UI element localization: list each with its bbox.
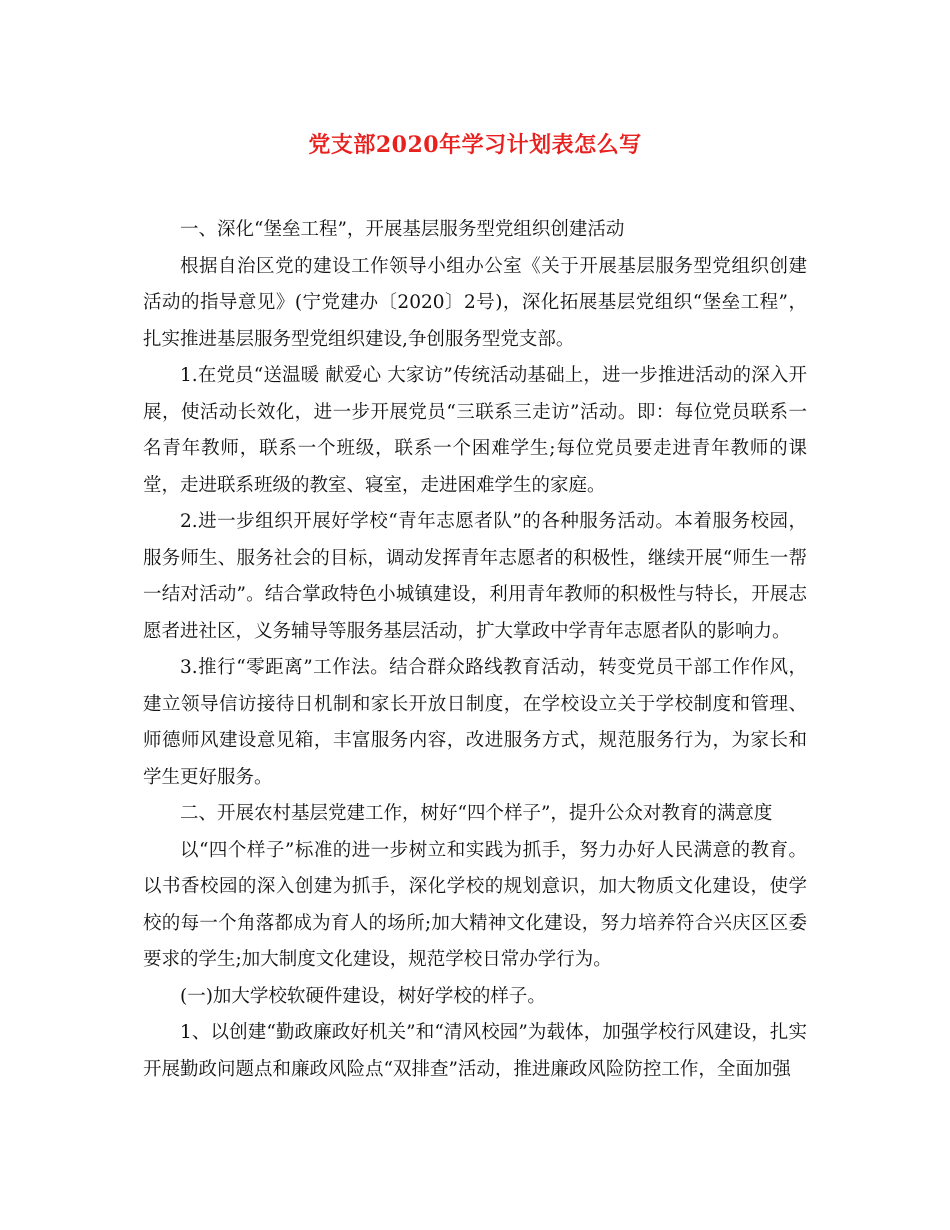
document-title: 党支部2020年学习计划表怎么写 xyxy=(308,132,642,158)
paragraph: 3.推行“零距离”工作法。结合群众路线教育活动，转变党员干部工作作风，建立领导信访接待日机制和家长开放日制度，在学校设立关于学校制度和管理、师德师风建设意见箱，丰富服务内容，改进服务方式，规范服务行为，为家长和学生更好服务。 xyxy=(143,657,807,788)
subsection-heading: (一)加大学校软硬件建设，树好学校的样子。 xyxy=(180,985,546,1007)
paragraph: 2.进一步组织开展好学校“青年志愿者队”的各种服务活动。本着服务校园，服务师生、服务社会的目标，调动发挥青年志愿者的积极性，继续开展“师生一帮一结对活动”。结合掌政特色小城镇建设，利用青年教师的积极性与特长，开展志愿者进社区，义务辅导等服务基层活动，扩大掌政中学青年志愿者队的影响力。 xyxy=(143,511,807,642)
paragraph: 根据自治区党的建设工作领导小组办公室《关于开展基层服务型党组织创建活动的指导意见》(宁党建办〔2020〕2号)，深化拓展基层党组织“堡垒工程”，扎实推进基层服务型党组织建设,争创服务型党支部。 xyxy=(143,255,807,350)
section-heading-1: 一、深化“堡垒工程”，开展基层服务型党组织创建活动 xyxy=(180,219,625,240)
paragraph: 以“四个样子”标准的进一步树立和实践为抓手，努力办好人民满意的教育。以书香校园的深入创建为抓手，深化学校的规划意识，加大物质文化建设，使学校的每一个角落都成为育人的场所;加大精神文化建设，努力培养符合兴庆区区委要求的学生;加大制度文化建设，规范学校日常办学行为。 xyxy=(143,839,807,970)
document-body xyxy=(143,212,807,1088)
section-heading-2: 二、开展农村基层党建工作，树好“四个样子”，提升公众对教育的满意度 xyxy=(180,803,773,824)
paragraph: 1.在党员“送温暖 献爱心 大家访”传统活动基础上，进一步推进活动的深入开展，使活动长效化，进一步开展党员“三联系三走访”活动。即：每位党员联系一名青年教师，联系一个班级，联系一个困难学生;每位党员要走进青年教师的课堂，走进联系班级的教室、寝室，走进困难学生的家庭。 xyxy=(143,365,807,496)
paragraph: 1、以创建“勤政廉政好机关”和“清风校园”为载体，加强学校行风建设，扎实开展勤政问题点和廉政风险点“双排查”活动，推进廉政风险防控工作，全面加强 xyxy=(143,1022,807,1080)
